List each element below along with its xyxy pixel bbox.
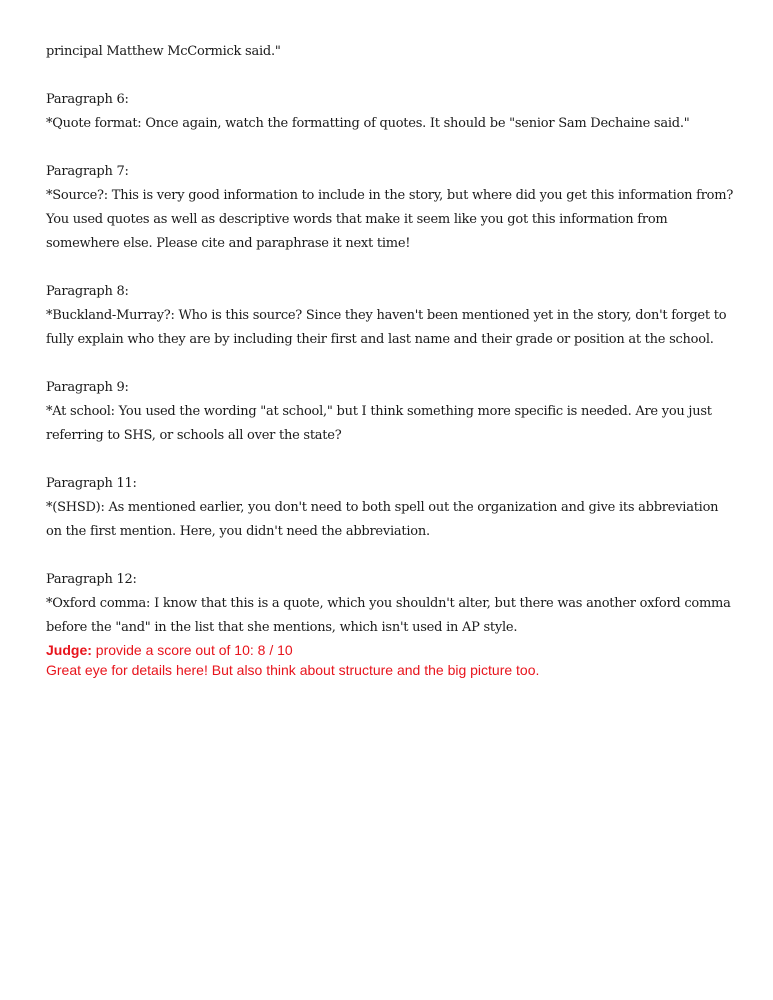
judge-score-line [46, 640, 736, 660]
paragraph-comment: *Oxford comma: I know that this is a quote, which you shouldn't alter, but there was another oxford comma before the "and" in the list that she mentions, which isn't used in AP style. [46, 596, 731, 635]
paragraph-heading: Paragraph 6: [46, 92, 129, 107]
paragraph-heading: Paragraph 11: [46, 476, 137, 491]
judge-comment: Great eye for details here! But also think about structure and the big picture too. [46, 662, 540, 678]
paragraph-8-feedback [46, 280, 736, 352]
paragraph-heading: Paragraph 7: [46, 164, 129, 179]
paragraph-9-feedback [46, 376, 736, 448]
paragraph-comment: *Source?: This is very good information to include in the story, but where did you get this information from? You used quotes as well as descriptive words that make it seem like you got this information from somewhere else. Please cite and paraphrase it next time! [46, 188, 734, 251]
paragraph-comment: *Buckland-Murray?: Who is this source? Since they haven't been mentioned yet in the story, don't forget to fully explain who they are by including their first and last name and their grade or position at the school. [46, 308, 727, 347]
paragraph-comment: *Quote format: Once again, watch the formatting of quotes. It should be "senior Sam Dechaine said." [46, 116, 690, 131]
paragraph-comment: *At school: You used the wording "at school," but I think something more specific is needed. Are you just referring to SHS, or schools all over the state? [46, 404, 712, 443]
judge-score-text: provide a score out of 10: 8 / 10 [91, 642, 293, 658]
paragraph-heading: Paragraph 8: [46, 284, 129, 299]
paragraph-11-feedback [46, 472, 736, 544]
paragraph-12-feedback [46, 568, 736, 640]
feedback-content [46, 40, 736, 680]
paragraph-comment: *(SHSD): As mentioned earlier, you don't need to both spell out the organization and give its abbreviation on the first mention. Here, you didn't need the abbreviation. [46, 500, 719, 539]
intro-line: principal Matthew McCormick said." [46, 44, 281, 59]
paragraph-heading: Paragraph 12: [46, 572, 137, 587]
paragraph-heading: Paragraph 9: [46, 380, 129, 395]
paragraph-7-feedback [46, 160, 736, 256]
judge-label: Judge: [46, 642, 92, 658]
paragraph-6-feedback [46, 88, 736, 136]
